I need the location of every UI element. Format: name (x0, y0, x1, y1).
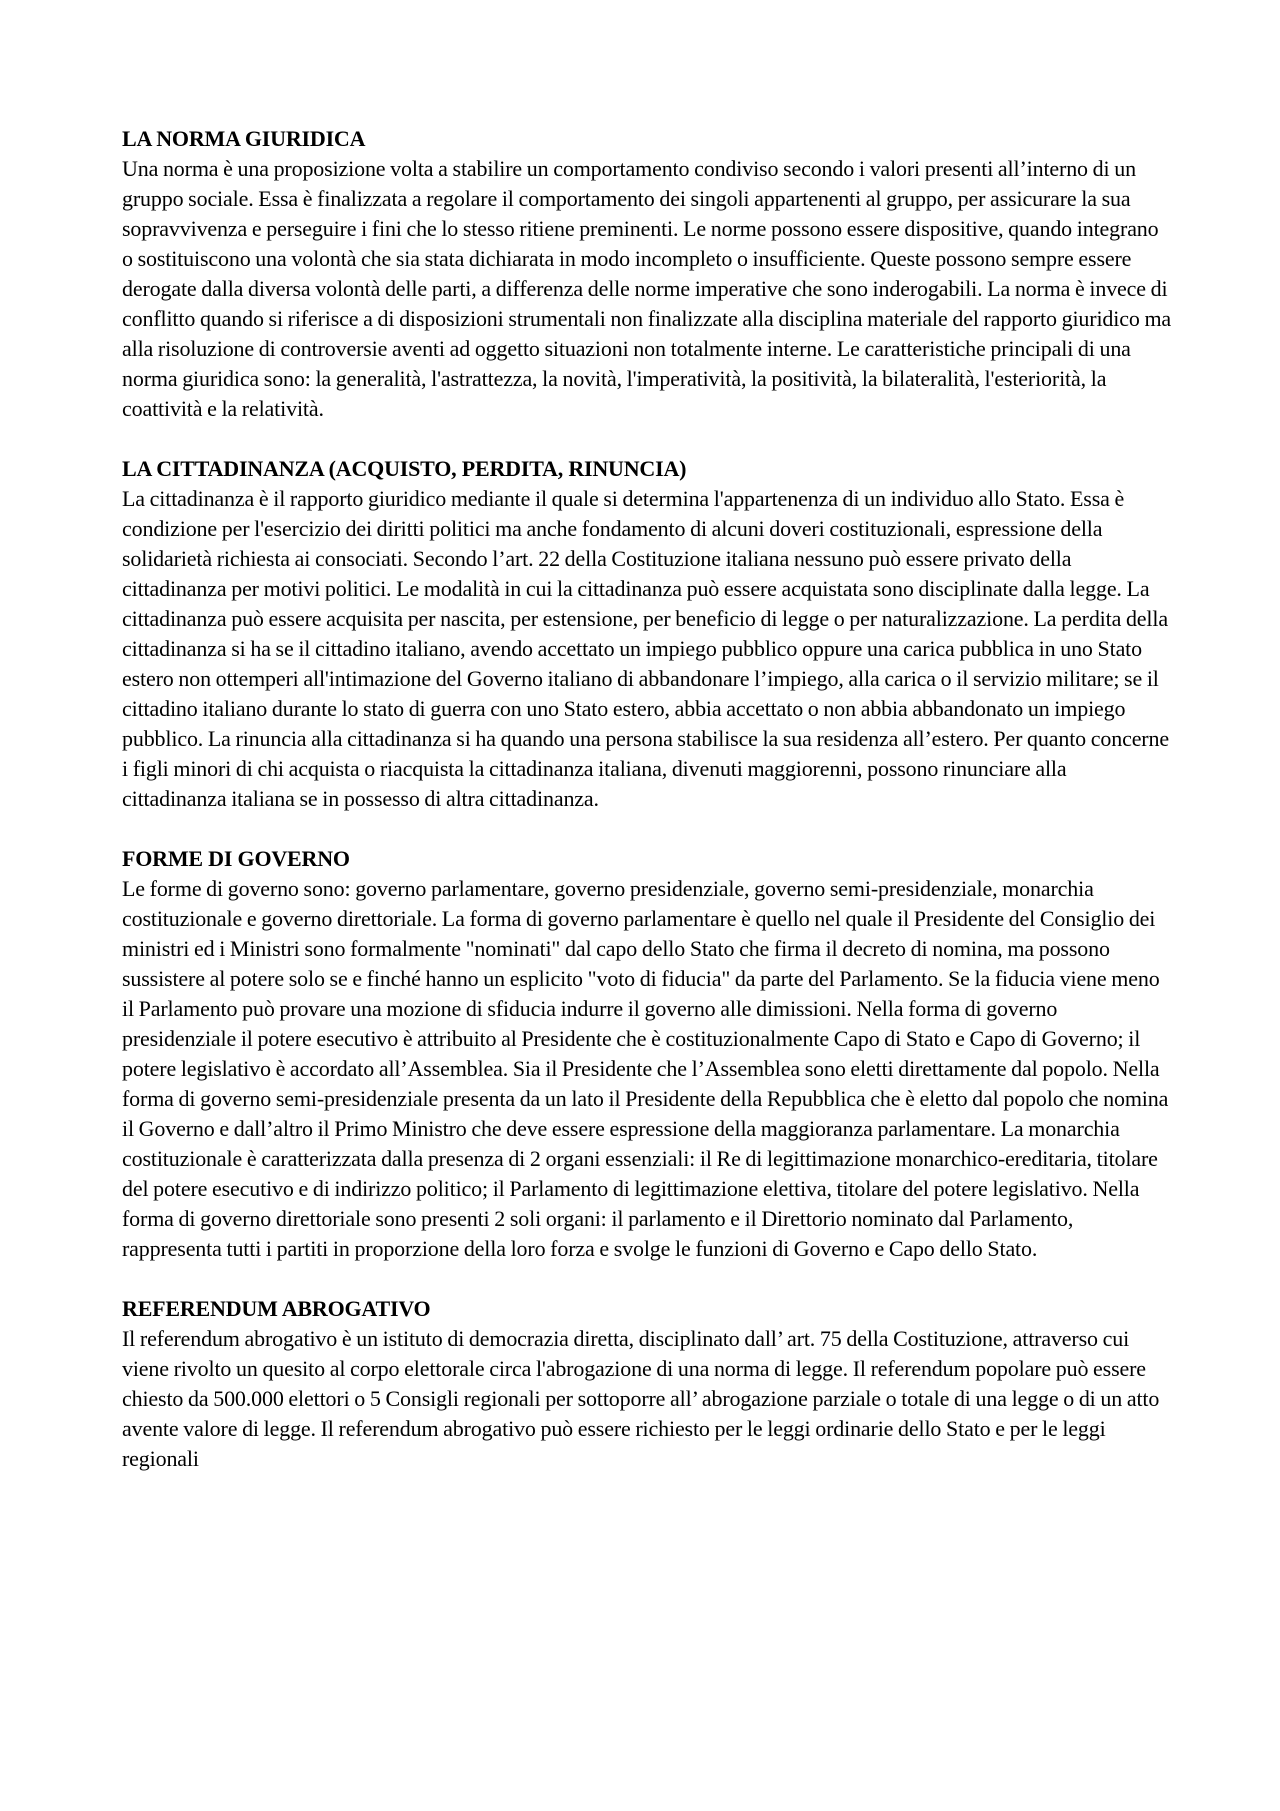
section-cittadinanza (122, 454, 1172, 814)
section-body: Una norma è una proposizione volta a stabilire un comportamento condiviso secondo i valori presenti all’interno di un gruppo sociale. Essa è finalizzata a regolare il comportamento dei singoli appartenenti al gruppo, per assicurare la sua sopravvivenza e perseguire i fini che lo stesso ritiene preminenti. Le norme possono essere dispositive, quando integrano o sostituiscono una volontà che sia stata dichiarata in modo incompleto o insufficiente. Queste possono sempre essere derogate dalla diversa volontà delle parti, a differenza delle norme imperative che sono inderogabili. La norma è invece di conflitto quando si riferisce a di disposizioni strumentali non finalizzate alla disciplina materiale del rapporto giuridico ma alla risoluzione di controversie aventi ad oggetto situazioni non totalmente interne. Le caratteristiche principali di una norma giuridica sono: la generalità, l'astrattezza, la novità, l'imperatività, la positività, la bilateralità, l'esteriorità, la coattività e la relatività. (122, 156, 1172, 421)
section-heading: REFERENDUM ABROGATIVO (122, 1296, 431, 1321)
section-forme-di-governo (122, 844, 1172, 1264)
section-norma-giuridica (122, 124, 1172, 424)
section-body: Le forme di governo sono: governo parlamentare, governo presidenziale, governo semi-presidenziale, monarchia costituzionale e governo direttoriale. La forma di governo parlamentare è quello nel quale il Presidente del Consiglio dei ministri ed i Ministri sono formalmente "nominati" dal capo dello Stato che firma il decreto di nomina, ma possono sussistere al potere solo se e finché hanno un esplicito "voto di fiducia" da parte del Parlamento. Se la fiducia viene meno il Parlamento può provare una mozione di sfiducia indurre il governo alle dimissioni. Nella forma di governo presidenziale il potere esecutivo è attribuito al Presidente che è costituzionalmente Capo di Stato e Capo di Governo; il potere legislativo è accordato all’Assemblea. Sia il Presidente che l’Assemblea sono eletti direttamente dal popolo. Nella forma di governo semi-presidenziale presenta da un lato il Presidente della Repubblica che è eletto dal popolo che nomina il Governo e dall’altro il Primo Ministro che deve essere espressione della maggioranza parlamentare. La monarchia costituzionale è caratterizzata dalla presenza di 2 organi essenziali: il Re di legittimazione monarchico-ereditaria, titolare del potere esecutivo e di indirizzo politico; il Parlamento di legittimazione elettiva, titolare del potere legislativo. Nella forma di governo direttoriale sono presenti 2 soli organi: il parlamento e il Direttorio nominato dal Parlamento, rappresenta tutti i partiti in proporzione della loro forza e svolge le funzioni di Governo e Capo dello Stato. (122, 876, 1169, 1261)
document-page (122, 124, 1172, 1504)
section-body: La cittadinanza è il rapporto giuridico mediante il quale si determina l'appartenenza di un individuo allo Stato. Essa è condizione per l'esercizio dei diritti politici ma anche fondamento di alcuni doveri costituzionali, espressione della solidarietà richiesta ai consociati. Secondo l’art. 22 della Costituzione italiana nessuno può essere privato della cittadinanza per motivi politici. Le modalità in cui la cittadinanza può essere acquistata sono disciplinate dalla legge. La cittadinanza può essere acquisita per nascita, per estensione, per beneficio di legge o per naturalizzazione. La perdita della cittadinanza si ha se il cittadino italiano, avendo accettato un impiego pubblico oppure una carica pubblica in uno Stato estero non ottemperi all'intimazione del Governo italiano di abbandonare l’impiego, alla carica o il servizio militare; se il cittadino italiano durante lo stato di guerra con uno Stato estero, abbia accettato o non abbia abbandonato un impiego pubblico. La rinuncia alla cittadinanza si ha quando una persona stabilisce la sua residenza all’estero. Per quanto concerne i figli minori di chi acquista o riacquista la cittadinanza italiana, divenuti maggiorenni, possono rinunciare alla cittadinanza italiana se in possesso di altra cittadinanza. (122, 486, 1169, 811)
section-heading: LA CITTADINANZA (ACQUISTO, PERDITA, RINUNCIA) (122, 456, 687, 481)
section-heading: FORME DI GOVERNO (122, 846, 350, 871)
section-referendum-abrogativo (122, 1294, 1172, 1474)
section-heading: LA NORMA GIURIDICA (122, 126, 366, 151)
section-body: Il referendum abrogativo è un istituto di democrazia diretta, disciplinato dall’ art. 75 della Costituzione, attraverso cui viene rivolto un quesito al corpo elettorale circa l'abrogazione di una norma di legge. Il referendum popolare può essere chiesto da 500.000 elettori o 5 Consigli regionali per sottoporre all’ abrogazione parziale o totale di una legge o di un atto avente valore di legge. Il referendum abrogativo può essere richiesto per le leggi ordinarie dello Stato e per le leggi regionali (122, 1326, 1160, 1471)
